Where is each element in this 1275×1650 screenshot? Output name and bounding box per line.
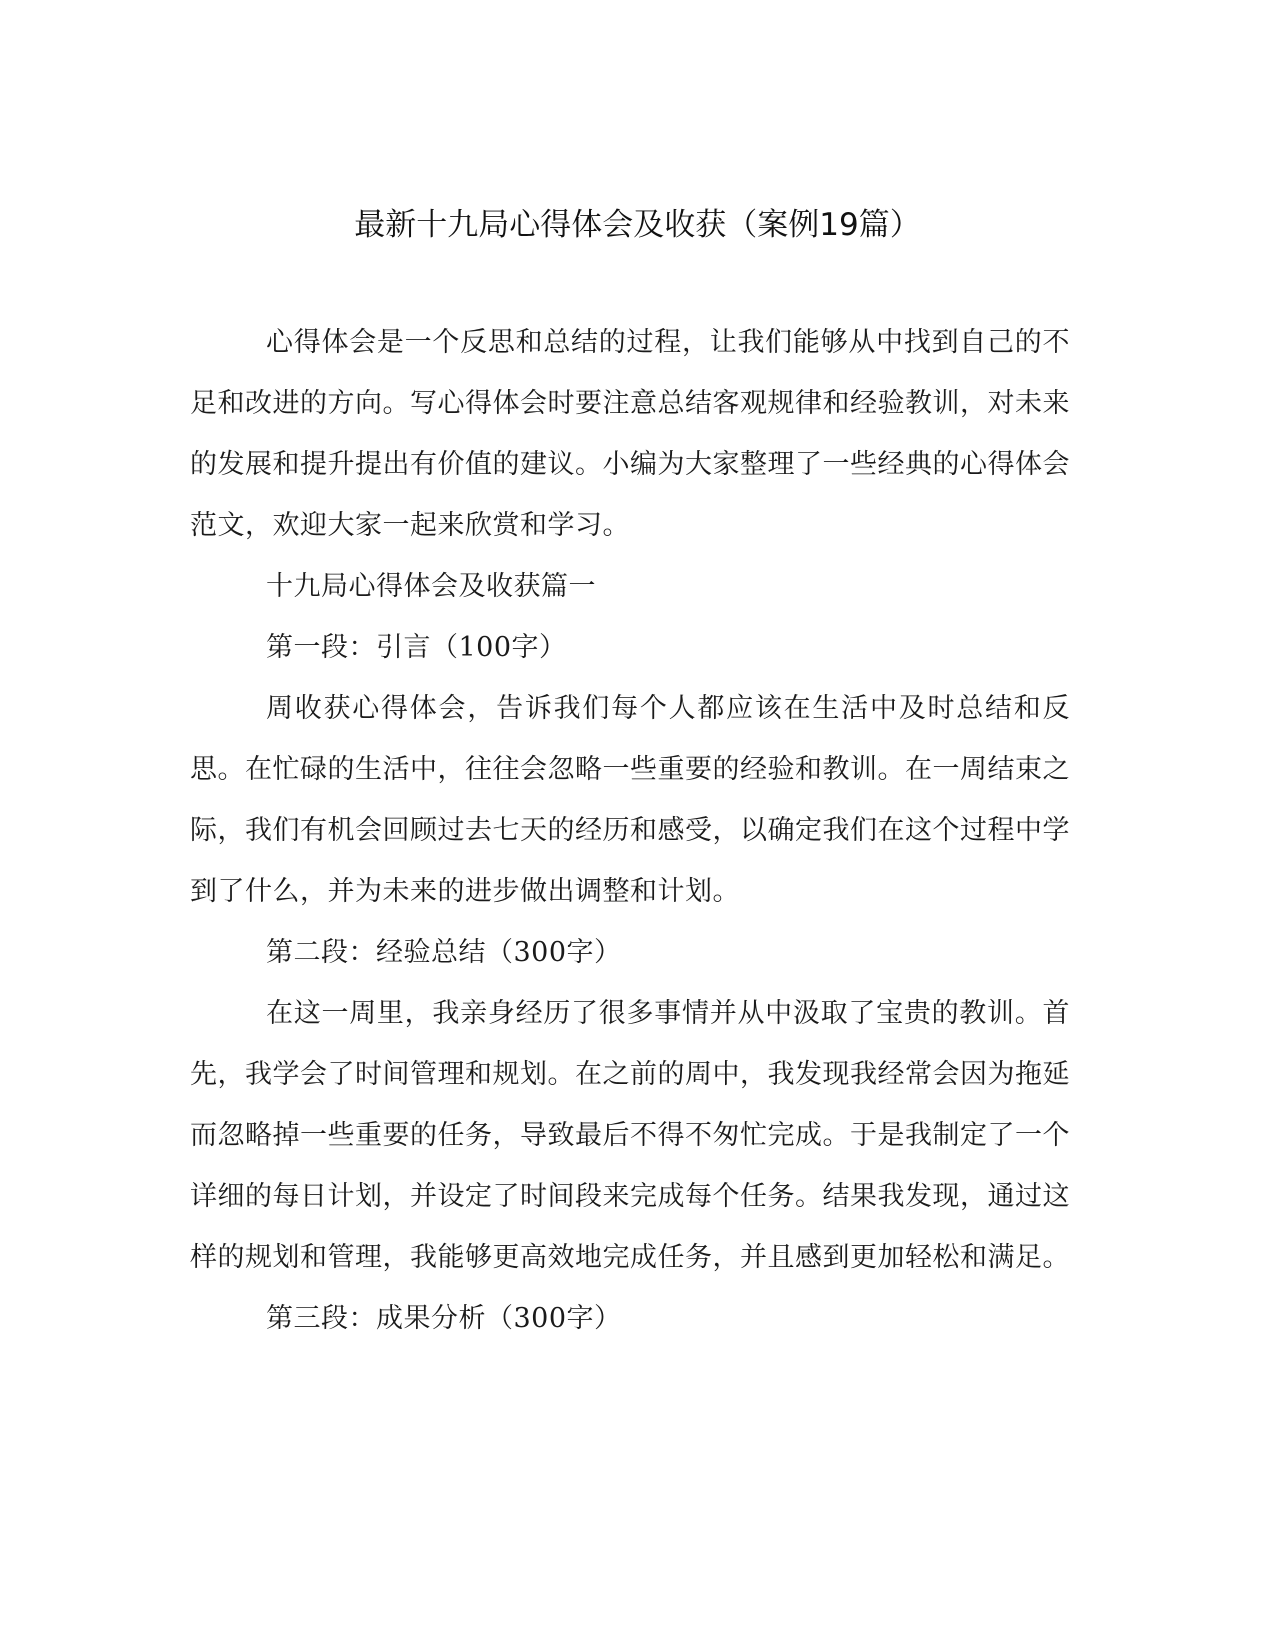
- subheading-introduction: 第一段：引言（100字）: [266, 632, 567, 663]
- paragraph-introduction: 周收获心得体会，告诉我们每个人都应该在生活中及时总结和反思。在忙碌的生活中，往往会忽略一些重要的经验和教训。在一周结束之际，我们有机会回顾过去七天的经历和感受，以确定我们在这个过程中学到了什么，并为未来的进步做出调整和计划。: [190, 693, 1070, 907]
- document-title: 最新十九局心得体会及收获（案例19篇）: [354, 207, 921, 243]
- subheading-experience-summary: 第二段：经验总结（300字）: [266, 937, 622, 968]
- paragraph-experience-summary: 在这一周里，我亲身经历了很多事情并从中汲取了宝贵的教训。首先，我学会了时间管理和规划。在之前的周中，我发现我经常会因为拖延而忽略掉一些重要的任务，导致最后不得不匆忙完成。于是我制定了一个详细的每日计划，并设定了时间段来完成每个任务。结果我发现，通过这样的规划和管理，我能够更高效地完成任务，并且感到更加轻松和满足。: [190, 998, 1070, 1273]
- intro-paragraph: 心得体会是一个反思和总结的过程，让我们能够从中找到自己的不足和改进的方向。写心得体会时要注意总结客观规律和经验教训，对未来的发展和提升提出有价值的建议。小编为大家整理了一些经典的心得体会范文，欢迎大家一起来欣赏和学习。: [190, 327, 1070, 541]
- section-heading-part-one: 十九局心得体会及收获篇一: [266, 571, 596, 602]
- subheading-results-analysis: 第三段：成果分析（300字）: [266, 1303, 622, 1334]
- document-body: [190, 312, 1070, 1349]
